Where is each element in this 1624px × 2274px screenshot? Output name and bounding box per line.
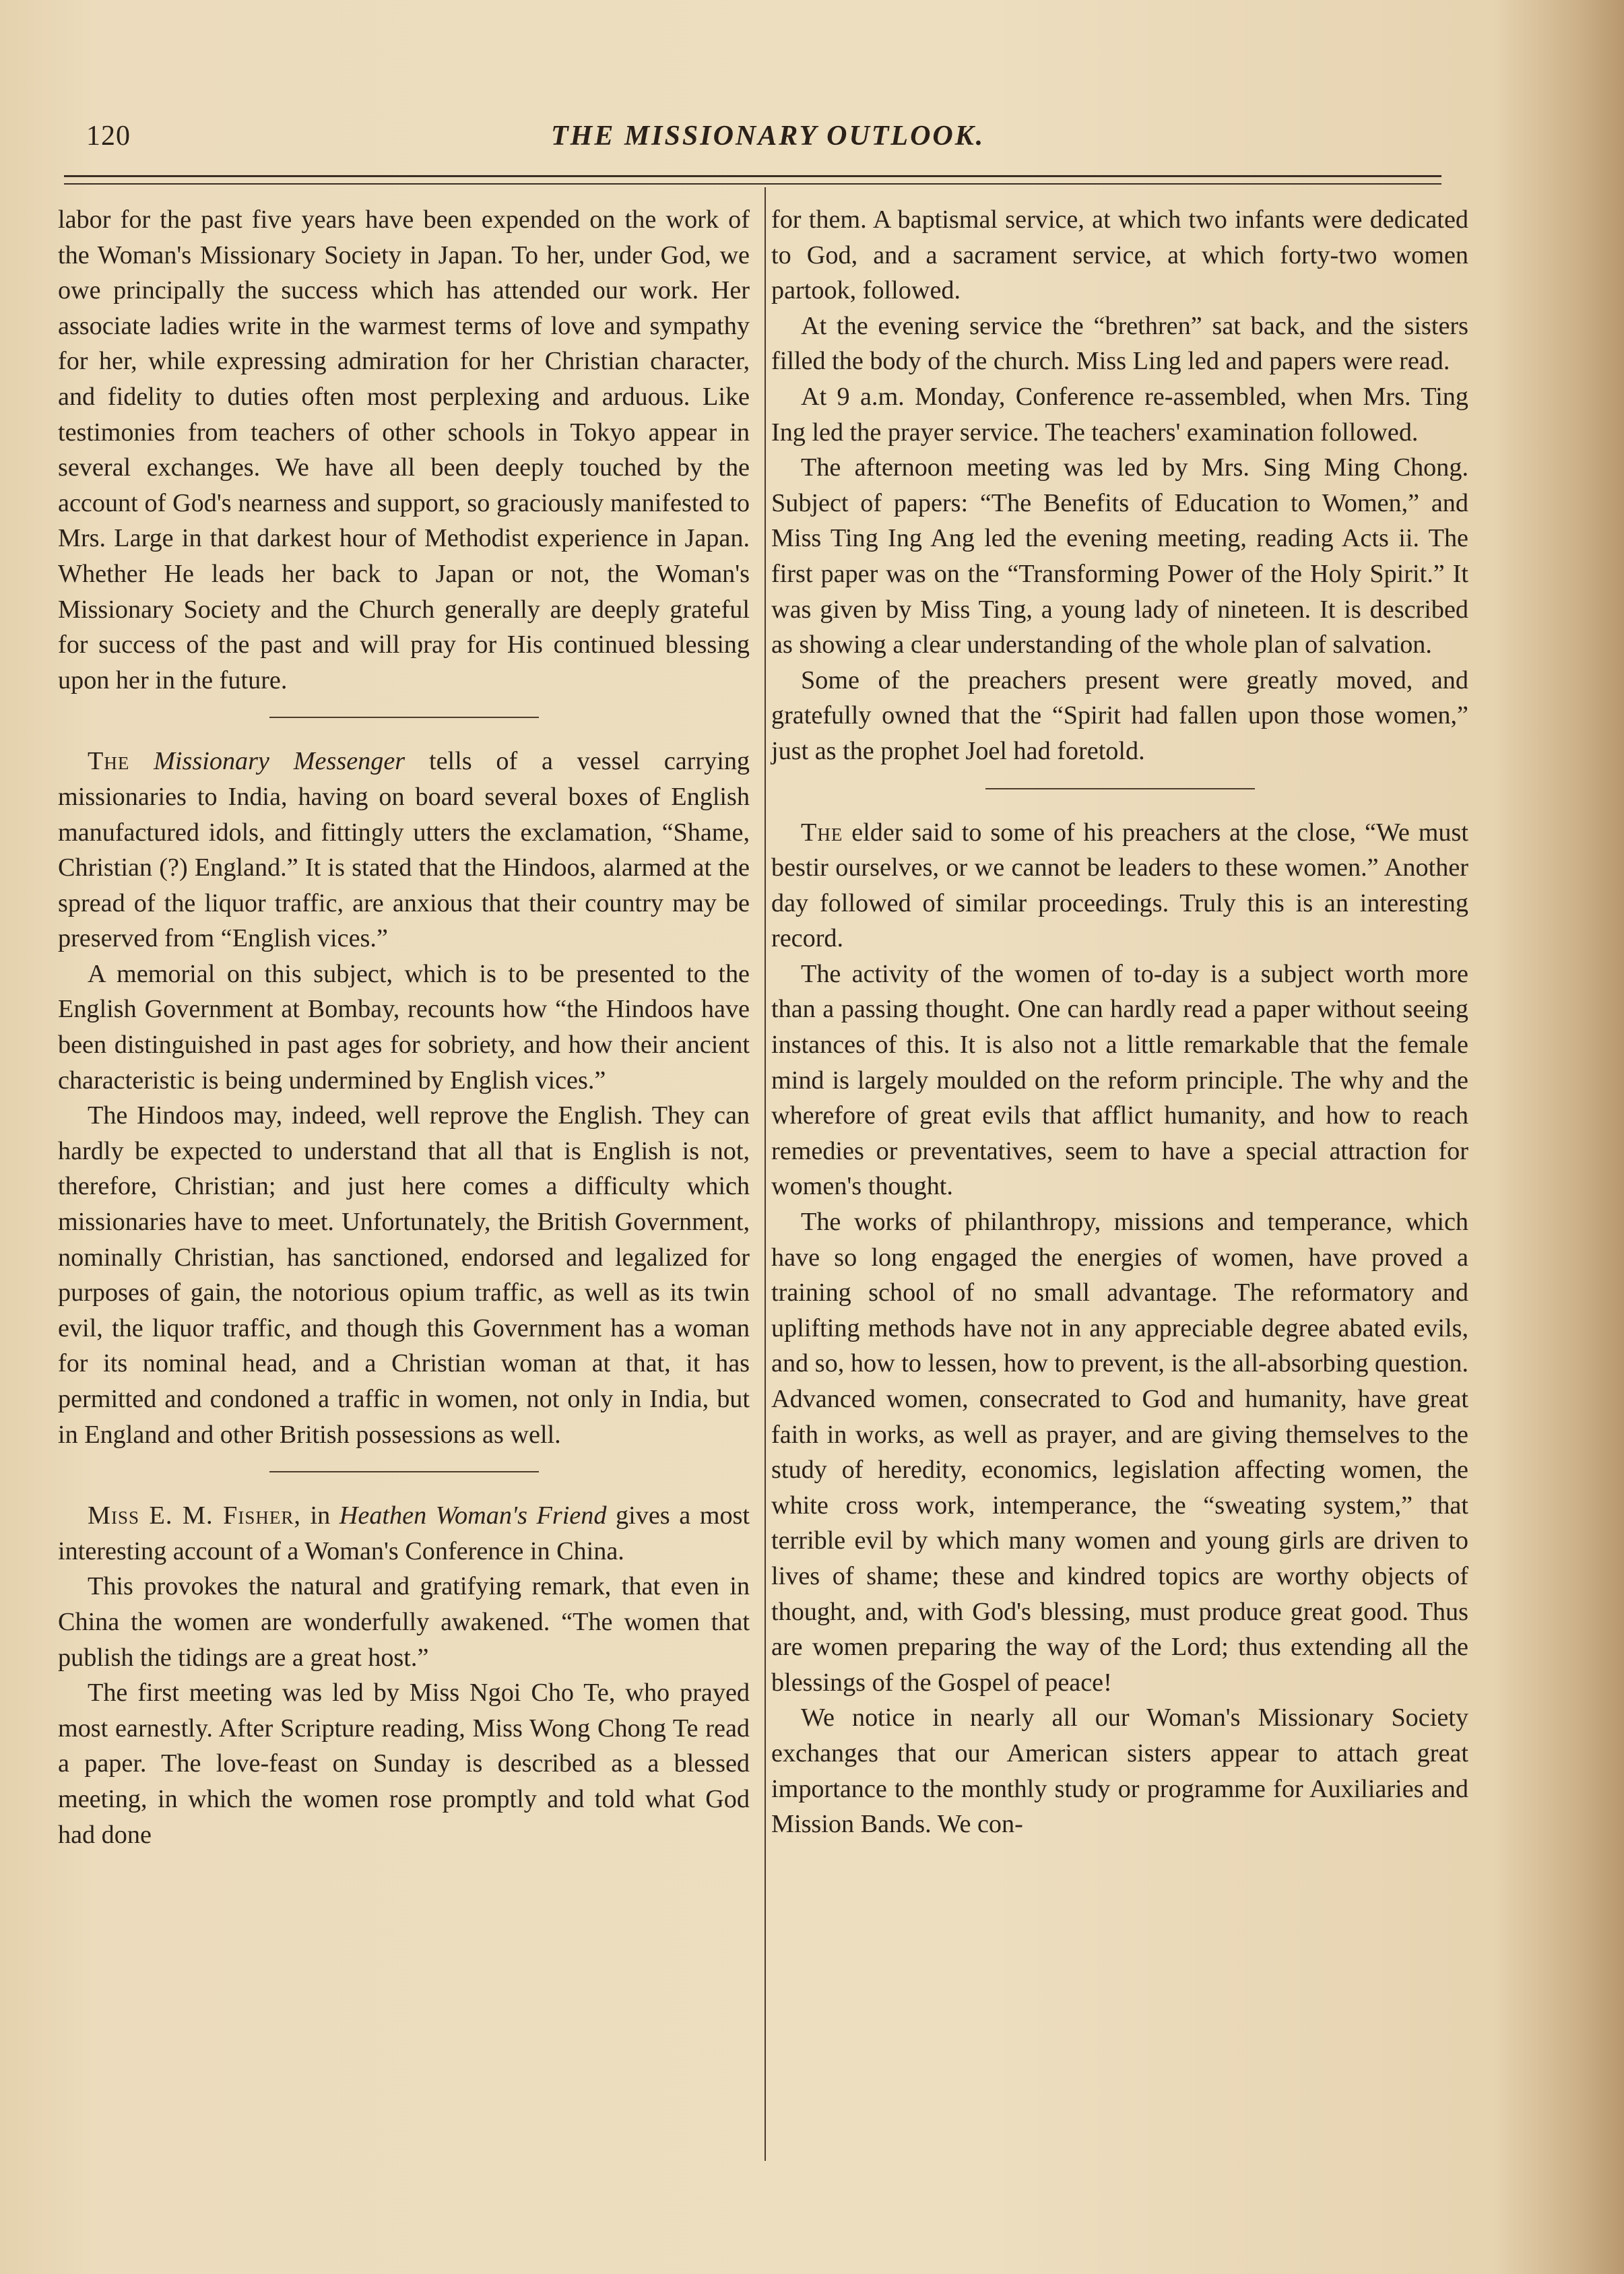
paragraph	[771, 815, 1468, 956]
header-rule-thin	[64, 183, 1441, 185]
lead-word: The	[88, 747, 130, 776]
paragraph-text: in	[310, 1501, 331, 1530]
publication-title: Missionary Messenger	[154, 747, 405, 776]
section-separator	[985, 788, 1255, 789]
running-header	[86, 120, 1441, 160]
journal-title: THE MISSIONARY OUTLOOK.	[551, 121, 985, 152]
paragraph: The Hindoos may, indeed, well reprove the English. They can hardly be expected to understand that all that is English is not, therefore, Christian; and just here comes a difficulty which missionaries have to meet. Unfortunately, the British Government, nominally Christian, has sanctioned, endorsed and legalized for purposes of gain, the notorious opium traffic, as well as its twin evil, the liquor traffic, and though this Government has a woman for its nominal head, and a Christian woman at that, it has permitted and condoned a traffic in women, not only in India, but in England and other British possessions as well.	[58, 1101, 750, 1449]
section-separator	[269, 717, 539, 718]
paragraph: The works of philanthropy, missions and temperance, which have so long engaged the energies of women, have proved a training school of no small advantage. The reformatory and uplifting methods have not in any appreciable degree abated evils, and so, how to lessen, how to prevent, is the all-absorbing question. Advanced women, consecrated to God and humanity, have great faith in works, as well as prayer, and are giving themselves to the study of heredity, economics, legislation affecting women, the white cross work, intemperance, the “sweating system,” that terrible evil by which many women and young girls are driven to lives of shame; these and kindred topics are worthy objects of thought, and, with God's blessing, must produce great good. Thus are women preparing the way of the Lord; thus extending all the blessings of the Gospel of peace!	[771, 1208, 1468, 1697]
paragraph	[58, 744, 750, 956]
column-divider	[765, 187, 766, 2161]
paragraph: Some of the preachers present were greatly moved, and gratefully owned that the “Spirit had fallen upon those women,” just as the prophet Joel had foretold.	[771, 665, 1468, 765]
paragraph: At 9 a.m. Monday, Conference re-assembled, when Mrs. Ting Ing led the prayer service. The teachers' examination followed.	[771, 382, 1468, 447]
paragraph	[58, 1498, 750, 1569]
page-number: 120	[86, 121, 131, 152]
paragraph: The activity of the women of to-day is a subject worth more than a passing thought. One can hardly read a paper without seeing instances of this. It is also not a little remarkable that the female mind is largely moulded on the reform principle. The why and the wherefore of great evils that afflict humanity, and how to reach remedies or preventatives, seem to have a special attraction for women's thought.	[771, 959, 1468, 1201]
lead-word: The	[801, 818, 843, 847]
paragraph: The first meeting was led by Miss Ngoi Cho Te, who prayed most earnestly. After Scripture reading, Miss Wong Chong Te read a paper. The love-feast on Sunday is described as a blessed meeting, in which the women rose promptly and told what God had done	[58, 1679, 750, 1849]
paragraph: At the evening service the “brethren” sat back, and the sisters filled the body of the church. Miss Ling led and papers were read.	[771, 311, 1468, 376]
paragraph-text: elder said to some of his preachers at the close, “We must bestir ourselves, or we cannot be leaders to these women.” Another day followed of similar proceedings. Truly this is an interesting record.	[771, 818, 1468, 953]
paragraph: for them. A baptismal service, at which two infants were dedicated to God, and a sacrament service, at which forty-two women partook, followed.	[771, 205, 1468, 305]
publication-title: Heathen Woman's Friend	[339, 1501, 607, 1530]
paragraph-text: gives a most interesting account of a Woman's Conference in China.	[58, 1501, 750, 1565]
left-column	[58, 202, 750, 1852]
paragraph: The afternoon meeting was led by Mrs. Sing Ming Chong. Subject of papers: “The Benefits of Education to Women,” and Miss Ting Ing Ang led the evening meeting, reading Acts ii. The first paper was on the “Transforming Power of the Holy Spirit.” It was given by Miss Ting, a young lady of nineteen. It is described as showing a clear understanding of the whole plan of salvation.	[771, 453, 1468, 659]
paragraph: labor for the past five years have been expended on the work of the Woman's Missionary Society in Japan. To her, under God, we owe principally the success which has attended our work. Her associate ladies write in the warmest terms of love and sympathy for her, while expressing admiration for her Christian character, and fidelity to duties often most perplexing and arduous. Like testimonies from teachers of other schools in Tokyo appear in several exchanges. We have all been deeply touched by the account of God's nearness and support, so graciously manifested to Mrs. Large in that darkest hour of Methodist experience in Japan. Whether He leads her back to Japan or not, the Woman's Missionary Society and the Church generally are deeply grateful for success of the past and will pray for His continued blessing upon her in the future.	[58, 205, 750, 694]
paragraph: A memorial on this subject, which is to be presented to the English Government at Bombay, recounts how “the Hindoos have been distinguished in past ages for sobriety, and how their ancient characteristic is being undermined by English vices.”	[58, 959, 750, 1095]
header-rule	[64, 175, 1441, 177]
paragraph: We notice in nearly all our Woman's Missionary Society exchanges that our American sisters appear to attach great importance to the monthly study or programme for Auxiliaries and Mission Bands. We con-	[771, 1703, 1468, 1839]
paragraph-text: tells of a vessel carrying missionaries to India, having on board several boxes of English manufactured idols, and fittingly utters the exclamation, “Shame, Christian (?) England.” It is stated that the Hindoos, alarmed at the spread of the liquor traffic, are anxious that their country may be preserved from “English vices.”	[58, 747, 750, 953]
right-column	[771, 202, 1468, 1842]
paragraph: This provokes the natural and gratifying remark, that even in China the women are wonderfully awakened. “The women that publish the tidings are a great host.”	[58, 1572, 750, 1672]
author-name: Miss E. M. Fisher,	[88, 1501, 301, 1530]
section-separator	[269, 1471, 539, 1472]
